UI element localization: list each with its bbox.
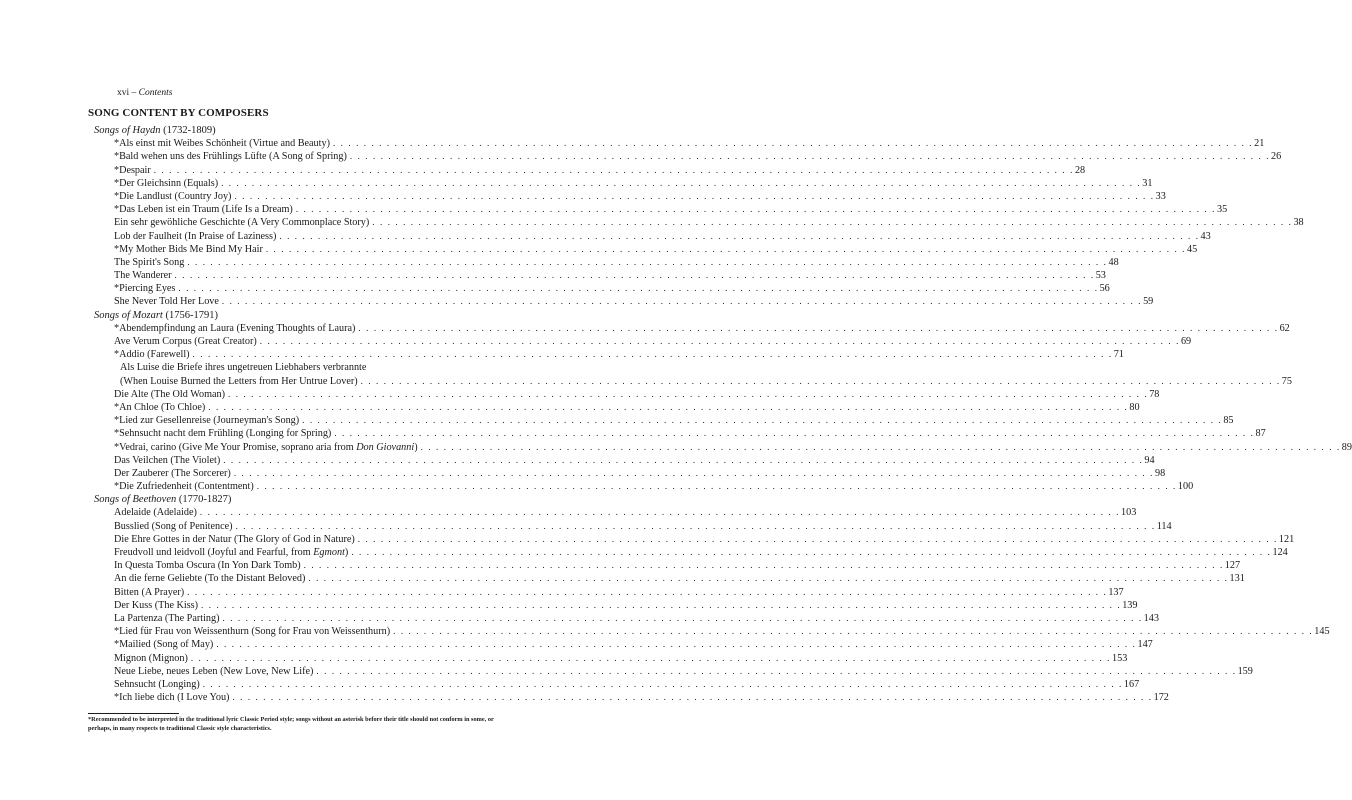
dot-leader: . . . . . . . . . . . . . . . . . . . . . . . . . . . . . . . . . . . . . . . . . . . . . . . . . . . . . . . . . . . . . . . . . . . . . . . . . . . . . . . . . . . . . . . . . . . . . . . . . . . . . . . . . . . . . . . . . . . . . . . . bbox=[199, 507, 1121, 518]
song-title-text: Adelaide (Adelaide) bbox=[114, 507, 197, 519]
dot-leader: . . . . . . . . . . . . . . . . . . . . . . . . . . . . . . . . . . . . . . . . . . . . . . . . . . . . . . . . . . . . . . . . . . . . . . . . . . . . . . . . . . . . . . . . . . . . . . . . . . . . . . . . . . . . . . . . . . . . . . . . bbox=[351, 547, 1272, 557]
song-title-text: Freudvoll und leidvoll (Joyful and Fearful, from bbox=[114, 547, 314, 558]
toc-entry bbox=[94, 480, 1194, 493]
page-number: 114 bbox=[1156, 520, 1172, 532]
toc-entry bbox=[94, 678, 1140, 691]
dot-leader: . . . . . . . . . . . . . . . . . . . . . . . . . . . . . . . . . . . . . . . . . . . . . . . . . . . . . . . . . . . . . . . . . . . . . . . . . . . . . . . . . . . . . . . . . . . . . . . . . . . . . . . . . . . . . . . . . . . . . . . . bbox=[228, 388, 1149, 399]
dot-leader: . . . . . . . . . . . . . . . . . . . . . . . . . . . . . . . . . . . . . . . . . . . . . . . . . . . . . . . . . . . . . . . . . . . . . . . . . . . . . . . . . . . . . . . . . . . . . . . . . . . . . . . . . . . . . . . . . . . . . . . . bbox=[221, 296, 1143, 307]
toc-entry bbox=[94, 599, 1138, 612]
composer-name: Songs of Mozart bbox=[94, 309, 163, 321]
song-title-text: Als Luise die Briefe ihres ungetreuen Liebhabers verbrannte bbox=[120, 362, 367, 374]
song-title-text: Abendempfindung an Laura (Evening Thoughts of Laura) bbox=[119, 322, 356, 334]
toc-entry bbox=[94, 164, 1086, 177]
composer-heading bbox=[94, 309, 494, 322]
toc-entry bbox=[94, 586, 1124, 599]
toc-entry bbox=[94, 652, 1128, 665]
page-number: 100 bbox=[1177, 481, 1194, 493]
song-title bbox=[114, 559, 301, 572]
toc-entry bbox=[94, 441, 1352, 454]
song-title-text: Lied zur Gesellenreise (Journeyman's Song) bbox=[119, 415, 300, 427]
toc-entry bbox=[94, 665, 1253, 678]
song-title-text: Busslied (Song of Penitence) bbox=[114, 520, 233, 532]
song-title-text: Neue Liebe, neues Leben (New Love, New Life) bbox=[114, 665, 314, 677]
page-number: 131 bbox=[1229, 573, 1245, 585]
asterisk-mark: * bbox=[114, 243, 120, 255]
song-title bbox=[120, 375, 358, 388]
asterisk-mark: * bbox=[114, 164, 120, 176]
page-number: 121 bbox=[1278, 533, 1295, 545]
dot-leader: . . . . . . . . . . . . . . . . . . . . . . . . . . . . . . . . . . . . . . . . . . . . . . . . . . . . . . . . . . . . . . . . . . . . . . . . . . . . . . . . . . . . . . . . . . . . . . . . . . . . . . . . . . . . . . . . . . . . . . . . bbox=[332, 138, 1254, 149]
page-number: 153 bbox=[1112, 652, 1128, 664]
dot-leader: . . . . . . . . . . . . . . . . . . . . . . . . . . . . . . . . . . . . . . . . . . . . . . . . . . . . . . . . . . . . . . . . . . . . . . . . . . . . . . . . . . . . . . . . . . . . . . . . . . . . . . . . . . . . . . . . . . . . . . . . bbox=[334, 428, 1255, 439]
dot-leader: . . . . . . . . . . . . . . . . . . . . . . . . . . . . . . . . . . . . . . . . . . . . . . . . . . . . . . . . . . . . . . . . . . . . . . . . . . . . . . . . . . . . . . . . . . . . . . . . . . . . . . . . . . . . . . . . . . . . . . . . bbox=[316, 665, 1237, 676]
page-number: 48 bbox=[1108, 256, 1119, 268]
song-title-text: Der Zauberer (The Sorcerer) bbox=[114, 467, 231, 479]
song-title bbox=[114, 572, 305, 585]
song-title bbox=[119, 322, 355, 335]
song-title bbox=[114, 216, 369, 229]
dot-leader: . . . . . . . . . . . . . . . . . . . . . . . . . . . . . . . . . . . . . . . . . . . . . . . . . . . . . . . . . . . . . . . . . . . . . . . . . . . . . . . . . . . . . . . . . . . . . . . . . . . . . . . . . . . . . . . . . . . . . . . . bbox=[178, 283, 1099, 294]
dot-leader: . . . . . . . . . . . . . . . . . . . . . . . . . . . . . . . . . . . . . . . . . . . . . . . . . . . . . . . . . . . . . . . . . . . . . . . . . . . . . . . . . . . . . . . . . . . . . . . . . . . . . . . . . . . . . . . . . . . . . . . . bbox=[202, 678, 1123, 689]
song-title-text: Lob der Faulheit (In Praise of Laziness) bbox=[114, 230, 277, 242]
song-title bbox=[114, 230, 276, 243]
dot-leader: . . . . . . . . . . . . . . . . . . . . . . . . . . . . . . . . . . . . . . . . . . . . . . . . . . . . . . . . . . . . . . . . . . . . . . . . . . . . . . . . . . . . . . . . . . . . . . . . . . . . . . . . . . . . . . . . . . . . . . . . bbox=[303, 560, 1224, 571]
dot-leader: . . . . . . . . . . . . . . . . . . . . . . . . . . . . . . . . . . . . . . . . . . . . . . . . . . . . . . . . . . . . . . . . . . . . . . . . . . . . . . . . . . . . . . . . . . . . . . . . . . . . . . . . . . . . . . . . . . . . . . . . bbox=[357, 533, 1278, 544]
song-title bbox=[119, 282, 175, 295]
song-title bbox=[114, 678, 200, 691]
asterisk-mark: * bbox=[114, 441, 120, 453]
dot-leader: . . . . . . . . . . . . . . . . . . . . . . . . . . . . . . . . . . . . . . . . . . . . . . . . . . . . . . . . . . . . . . . . . . . . . . . . . . . . . . . . . . . . . . . . . . . . . . . . . . . . . . . . . . . . . . . . . . . . . . . . bbox=[308, 573, 1229, 584]
song-title bbox=[114, 388, 225, 401]
dot-leader: . . . . . . . . . . . . . . . . . . . . . . . . . . . . . . . . . . . . . . . . . . . . . . . . . . . . . . . . . . . . . . . . . . . . . . . . . . . . . . . . . . . . . . . . . . . . . . . . . . . . . . . . . . . . . . . . . . . . . . . . bbox=[372, 217, 1293, 228]
page-number: 78 bbox=[1149, 388, 1160, 400]
toc-entry bbox=[94, 203, 1228, 216]
song-title-text: Vedrai, carino (Give Me Your Promise, soprano aria from bbox=[119, 441, 357, 453]
toc-entry bbox=[94, 572, 1245, 585]
song-title bbox=[119, 691, 229, 704]
asterisk-mark: * bbox=[114, 190, 120, 202]
page-number: 56 bbox=[1099, 283, 1110, 295]
song-title-text: Bald wehen uns des Frühlings Lüfte (A Song of Spring) bbox=[119, 151, 347, 163]
song-title-end: ) bbox=[414, 441, 418, 453]
toc-entry bbox=[94, 691, 1169, 704]
toc-entry bbox=[94, 454, 1155, 467]
song-title bbox=[114, 652, 188, 665]
dot-leader: . . . . . . . . . . . . . . . . . . . . . . . . . . . . . . . . . . . . . . . . . . . . . . . . . . . . . . . . . . . . . . . . . . . . . . . . . . . . . . . . . . . . . . . . . . . . . . . . . . . . . . . . . . . . . . . . . . . . . . . . bbox=[223, 454, 1144, 465]
toc-entry bbox=[94, 348, 1124, 361]
toc-entry bbox=[94, 295, 1154, 308]
asterisk-mark: * bbox=[114, 283, 120, 295]
page-number: 143 bbox=[1143, 612, 1159, 624]
page-number: 71 bbox=[1113, 349, 1124, 361]
toc-entry bbox=[94, 216, 1304, 229]
asterisk-mark: * bbox=[114, 401, 120, 413]
song-title-text: Despair bbox=[119, 164, 151, 176]
toc-entry bbox=[94, 243, 1198, 256]
dot-leader: . . . . . . . . . . . . . . . . . . . . . . . . . . . . . . . . . . . . . . . . . . . . . . . . . . . . . . . . . . . . . . . . . . . . . . . . . . . . . . . . . . . . . . . . . . . . . . . . . . . . . . . . . . . . . . . . . . . . . . . . bbox=[349, 151, 1271, 162]
toc-entry bbox=[94, 559, 1241, 572]
dot-leader: . . . . . . . . . . . . . . . . . . . . . . . . . . . . . . . . . . . . . . . . . . . . . . . . . . . . . . . . . . . . . . . . . . . . . . . . . . . . . . . . . . . . . . . . . . . . . . . . . . . . . . . . . . . . . . . . . . . . . . . . bbox=[234, 190, 1155, 201]
composer-years: (1732-1809) bbox=[160, 125, 216, 136]
song-title bbox=[119, 164, 151, 177]
toc-entry bbox=[94, 546, 1288, 559]
song-title-text: An die ferne Geliebte (To the Distant Beloved) bbox=[114, 573, 306, 585]
dot-leader: . . . . . . . . . . . . . . . . . . . . . . . . . . . . . . . . . . . . . . . . . . . . . . . . . . . . . . . . . . . . . . . . . . . . . . . . . . . . . . . . . . . . . . . . . . . . . . . . . . . . . . . . . . . . . . . . . . . . . . . . bbox=[216, 639, 1137, 650]
toc-entry bbox=[94, 520, 1172, 533]
song-title-text: My Mother Bids Me Bind My Hair bbox=[119, 243, 263, 255]
composer-years: (1770-1827) bbox=[176, 494, 232, 506]
composer-name: Songs of Beethoven bbox=[94, 494, 177, 506]
song-title-italic: Don Giovanni bbox=[356, 441, 415, 453]
toc-entry bbox=[94, 388, 1160, 401]
song-title bbox=[119, 638, 213, 651]
dot-leader: . . . . . . . . . . . . . . . . . . . . . . . . . . . . . . . . . . . . . . . . . . . . . . . . . . . . . . . . . . . . . . . . . . . . . . . . . . . . . . . . . . . . . . . . . . . . . . . . . . . . . . . . . . . . . . . . . . . . . . . . bbox=[192, 349, 1113, 360]
page-number: 35 bbox=[1216, 204, 1228, 216]
song-title-text: (When Louise Burned the Letters from Her Untrue Lover) bbox=[120, 375, 358, 387]
asterisk-mark: * bbox=[114, 151, 120, 163]
page-number: 172 bbox=[1153, 692, 1169, 704]
dot-leader: . . . . . . . . . . . . . . . . . . . . . . . . . . . . . . . . . . . . . . . . . . . . . . . . . . . . . . . . . . . . . . . . . . . . . . . . . . . . . . . . . . . . . . . . . . . . . . . . . . . . . . . . . . . . . . . . . . . . . . . . bbox=[295, 204, 1216, 215]
dot-leader: . . . . . . . . . . . . . . . . . . . . . . . . . . . . . . . . . . . . . . . . . . . . . . . . . . . . . . . . . . . . . . . . . . . . . . . . . . . . . . . . . . . . . . . . . . . . . . . . . . . . . . . . . . . . . . . . . . . . . . . . bbox=[420, 441, 1341, 452]
composer-years: (1756-1791) bbox=[162, 309, 218, 321]
asterisk-mark: * bbox=[114, 138, 120, 150]
page-number: 159 bbox=[1237, 665, 1253, 677]
page-number: 124 bbox=[1272, 547, 1288, 558]
running-head bbox=[117, 88, 172, 98]
song-title bbox=[114, 586, 184, 599]
asterisk-mark: * bbox=[114, 204, 120, 216]
composer-heading bbox=[94, 493, 494, 506]
song-title-text: Die Alte (The Old Woman) bbox=[114, 388, 226, 400]
song-title-text: Die Ehre Gottes in der Natur (The Glory of God in Nature) bbox=[114, 533, 355, 545]
toc-entry bbox=[94, 230, 1211, 243]
song-title-end: ) bbox=[344, 547, 349, 558]
song-title-text: Das Veilchen (The Violet) bbox=[114, 454, 221, 466]
dot-leader: . . . . . . . . . . . . . . . . . . . . . . . . . . . . . . . . . . . . . . . . . . . . . . . . . . . . . . . . . . . . . . . . . . . . . . . . . . . . . . . . . . . . . . . . . . . . . . . . . . . . . . . . . . . . . . . . . . . . . . . . bbox=[256, 481, 1177, 492]
dot-leader: . . . . . . . . . . . . . . . . . . . . . . . . . . . . . . . . . . . . . . . . . . . . . . . . . . . . . . . . . . . . . . . . . . . . . . . . . . . . . . . . . . . . . . . . . . . . . . . . . . . . . . . . . . . . . . . . . . . . . . . . bbox=[208, 401, 1129, 412]
footnote: *Recommended to be interpreted in the traditional lyric Classic Period style; songs without an asterisk before their title should not conform in some, or perhaps, in many respects to traditional Classic style characteristics. bbox=[88, 716, 494, 732]
song-title bbox=[119, 427, 331, 440]
dot-leader: . . . . . . . . . . . . . . . . . . . . . . . . . . . . . . . . . . . . . . . . . . . . . . . . . . . . . . . . . . . . . . . . . . . . . . . . . . . . . . . . . . . . . . . . . . . . . . . . . . . . . . . . . . . . . . . . . . . . . . . . bbox=[222, 612, 1143, 623]
song-title bbox=[114, 335, 257, 348]
song-title-text: Ein sehr gewöhliche Geschichte (A Very Commonplace Story) bbox=[114, 217, 370, 229]
song-title-text: La Partenza (The Parting) bbox=[114, 612, 220, 624]
song-title-text: Ave Verum Corpus (Great Creator) bbox=[114, 336, 257, 347]
page-number-prefix: xvi – bbox=[117, 88, 139, 98]
page-number: 45 bbox=[1187, 243, 1198, 255]
song-title bbox=[119, 203, 293, 216]
song-title bbox=[120, 361, 366, 374]
asterisk-mark: * bbox=[114, 177, 120, 189]
page-number: 26 bbox=[1271, 151, 1282, 163]
composer-heading bbox=[94, 124, 494, 137]
page-number: 98 bbox=[1154, 467, 1166, 479]
toc-entry bbox=[94, 269, 1106, 282]
asterisk-mark: * bbox=[114, 349, 120, 361]
toc-entry bbox=[94, 137, 1265, 150]
page-number: 33 bbox=[1155, 190, 1166, 202]
page-number: 62 bbox=[1279, 322, 1290, 334]
song-title-text: Die Landlust (Country Joy) bbox=[119, 190, 232, 202]
song-title-text: Als einst mit Weibes Schönheit (Virtue and Beauty) bbox=[119, 138, 330, 150]
song-title bbox=[114, 665, 313, 678]
page-number: 28 bbox=[1074, 164, 1086, 176]
page-number: 87 bbox=[1255, 428, 1266, 440]
song-title-text: Sehnsucht nacht dem Frühling (Longing for Spring) bbox=[119, 428, 332, 440]
dot-leader: . . . . . . . . . . . . . . . . . . . . . . . . . . . . . . . . . . . . . . . . . . . . . . . . . . . . . . . . . . . . . . . . . . . . . . . . . . . . . . . . . . . . . . . . . . . . . . . . . . . . . . . . . . . . . . . . . . . . . . . . bbox=[233, 467, 1154, 478]
dot-leader: . . . . . . . . . . . . . . . . . . . . . . . . . . . . . . . . . . . . . . . . . . . . . . . . . . . . . . . . . . . . . . . . . . . . . . . . . . . . . . . . . . . . . . . . . . . . . . . . . . . . . . . . . . . . . . . . . . . . . . . . bbox=[259, 336, 1180, 346]
song-title bbox=[119, 348, 189, 361]
toc-entry bbox=[94, 612, 1159, 625]
song-title bbox=[119, 150, 347, 163]
page-number: 21 bbox=[1254, 138, 1265, 150]
song-title-text: In Questa Tomba Oscura (In Yon Dark Tomb) bbox=[114, 560, 301, 572]
song-title bbox=[119, 190, 231, 203]
page-number: 137 bbox=[1108, 586, 1124, 598]
page-number: 167 bbox=[1123, 678, 1140, 690]
page-number: 59 bbox=[1143, 296, 1154, 308]
dot-leader: . . . . . . . . . . . . . . . . . . . . . . . . . . . . . . . . . . . . . . . . . . . . . . . . . . . . . . . . . . . . . . . . . . . . . . . . . . . . . . . . . . . . . . . . . . . . . . . . . . . . . . . . . . . . . . . . . . . . . . . . bbox=[153, 164, 1074, 175]
toc-entry bbox=[94, 177, 1153, 190]
song-title bbox=[119, 177, 218, 190]
toc-entry bbox=[94, 506, 1137, 519]
toc-entry bbox=[94, 427, 1266, 440]
dot-leader: . . . . . . . . . . . . . . . . . . . . . . . . . . . . . . . . . . . . . . . . . . . . . . . . . . . . . . . . . . . . . . . . . . . . . . . . . . . . . . . . . . . . . . . . . . . . . . . . . . . . . . . . . . . . . . . . . . . . . . . . bbox=[358, 322, 1279, 333]
asterisk-mark: * bbox=[114, 415, 120, 427]
song-title-text: Ich liebe dich (I Love You) bbox=[119, 692, 230, 704]
page-number: 53 bbox=[1095, 270, 1106, 282]
song-title-italic: Egmont bbox=[313, 547, 345, 558]
toc-entry bbox=[94, 401, 1140, 414]
page-number: 147 bbox=[1137, 639, 1153, 651]
song-title bbox=[114, 533, 355, 546]
song-title-text: Mailied (Song of May) bbox=[119, 639, 214, 651]
page-number: 43 bbox=[1200, 230, 1211, 242]
page-number: 89 bbox=[1341, 441, 1352, 453]
page-number: 85 bbox=[1223, 415, 1234, 427]
song-title-text: The Wanderer bbox=[114, 270, 172, 282]
page-number: 94 bbox=[1144, 454, 1155, 466]
section-title: SONG CONTENT BY COMPOSERS bbox=[88, 107, 269, 119]
dot-leader: . . . . . . . . . . . . . . . . . . . . . . . . . . . . . . . . . . . . . . . . . . . . . . . . . . . . . . . . . . . . . . . . . . . . . . . . . . . . . . . . . . . . . . . . . . . . . . . . . . . . . . . . . . . . . . . . . . . . . . . . bbox=[174, 270, 1095, 281]
toc-entry bbox=[94, 256, 1119, 269]
toc-entry bbox=[94, 190, 1166, 203]
dot-leader: . . . . . . . . . . . . . . . . . . . . . . . . . . . . . . . . . . . . . . . . . . . . . . . . . . . . . . . . . . . . . . . . . . . . . . . . . . . . . . . . . . . . . . . . . . . . . . . . . . . . . . . . . . . . . . . . . . . . . . . . bbox=[360, 375, 1281, 386]
dot-leader: . . . . . . . . . . . . . . . . . . . . . . . . . . . . . . . . . . . . . . . . . . . . . . . . . . . . . . . . . . . . . . . . . . . . . . . . . . . . . . . . . . . . . . . . . . . . . . . . . . . . . . . . . . . . . . . . . . . . . . . . bbox=[265, 243, 1187, 254]
song-title bbox=[114, 269, 172, 282]
dot-leader: . . . . . . . . . . . . . . . . . . . . . . . . . . . . . . . . . . . . . . . . . . . . . . . . . . . . . . . . . . . . . . . . . . . . . . . . . . . . . . . . . . . . . . . . . . . . . . . . . . . . . . . . . . . . . . . . . . . . . . . . bbox=[235, 520, 1156, 531]
toc-entry bbox=[94, 335, 1192, 348]
song-title bbox=[119, 441, 418, 454]
dot-leader: . . . . . . . . . . . . . . . . . . . . . . . . . . . . . . . . . . . . . . . . . . . . . . . . . . . . . . . . . . . . . . . . . . . . . . . . . . . . . . . . . . . . . . . . . . . . . . . . . . . . . . . . . . . . . . . . . . . . . . . . bbox=[393, 626, 1314, 637]
dot-leader: . . . . . . . . . . . . . . . . . . . . . . . . . . . . . . . . . . . . . . . . . . . . . . . . . . . . . . . . . . . . . . . . . . . . . . . . . . . . . . . . . . . . . . . . . . . . . . . . . . . . . . . . . . . . . . . . . . . . . . . . bbox=[279, 230, 1200, 241]
page-number: 69 bbox=[1180, 336, 1192, 347]
song-title bbox=[114, 295, 219, 308]
toc-entry bbox=[94, 322, 1290, 335]
dot-leader: . . . . . . . . . . . . . . . . . . . . . . . . . . . . . . . . . . . . . . . . . . . . . . . . . . . . . . . . . . . . . . . . . . . . . . . . . . . . . . . . . . . . . . . . . . . . . . . . . . . . . . . . . . . . . . . . . . . . . . . . bbox=[221, 177, 1142, 188]
song-title-text: Die Zufriedenheit (Contentment) bbox=[119, 481, 254, 493]
page-number: 145 bbox=[1314, 626, 1330, 638]
toc-entry bbox=[94, 282, 1110, 295]
song-title bbox=[119, 625, 390, 638]
song-title bbox=[114, 520, 233, 533]
song-title bbox=[119, 414, 299, 427]
song-title-text: Der Gleichsinn (Equals) bbox=[119, 177, 219, 189]
asterisk-mark: * bbox=[114, 626, 120, 638]
song-title-text: Der Kuss (The Kiss) bbox=[114, 599, 199, 611]
song-title bbox=[119, 137, 330, 150]
dot-leader: . . . . . . . . . . . . . . . . . . . . . . . . . . . . . . . . . . . . . . . . . . . . . . . . . . . . . . . . . . . . . . . . . . . . . . . . . . . . . . . . . . . . . . . . . . . . . . . . . . . . . . . . . . . . . . . . . . . . . . . . bbox=[302, 415, 1223, 426]
song-title-text: Piercing Eyes bbox=[119, 283, 176, 295]
song-title-text: Addio (Farewell) bbox=[119, 349, 190, 361]
dot-leader: . . . . . . . . . . . . . . . . . . . . . . . . . . . . . . . . . . . . . . . . . . . . . . . . . . . . . . . . . . . . . . . . . . . . . . . . . . . . . . . . . . . . . . . . . . . . . . . . . . . . . . . . . . . . . . . . . . . . . . . . bbox=[187, 586, 1108, 597]
page-number: 31 bbox=[1142, 177, 1153, 189]
song-title-text: Mignon (Mignon) bbox=[114, 652, 188, 664]
dot-leader: . . . . . . . . . . . . . . . . . . . . . . . . . . . . . . . . . . . . . . . . . . . . . . . . . . . . . . . . . . . . . . . . . . . . . . . . . . . . . . . . . . . . . . . . . . . . . . . . . . . . . . . . . . . . . . . . . . . . . . . . bbox=[201, 599, 1122, 610]
toc-entry bbox=[94, 414, 1234, 427]
song-title-text: Bitten (A Prayer) bbox=[114, 586, 185, 598]
asterisk-mark: * bbox=[114, 481, 120, 493]
song-title bbox=[114, 506, 197, 519]
page-number: 38 bbox=[1293, 217, 1304, 229]
asterisk-mark: * bbox=[114, 428, 120, 440]
page-number: 103 bbox=[1121, 507, 1137, 519]
song-title-text: An Chloe (To Chloe) bbox=[119, 401, 206, 413]
toc-entry bbox=[94, 638, 1153, 651]
song-title bbox=[114, 546, 348, 559]
asterisk-mark: * bbox=[114, 322, 120, 334]
running-head-label: Contents bbox=[138, 88, 173, 98]
song-title bbox=[114, 467, 231, 480]
song-title bbox=[119, 480, 254, 493]
toc-entry bbox=[94, 375, 1292, 388]
toc-entry bbox=[94, 150, 1282, 163]
song-title bbox=[119, 243, 263, 256]
song-title-text: Lied für Frau von Weissenthurn (Song for Frau von Weissenthurn) bbox=[119, 626, 391, 638]
song-title-text: She Never Told Her Love bbox=[114, 296, 219, 308]
song-title bbox=[114, 612, 220, 625]
page-number: 127 bbox=[1224, 560, 1241, 572]
toc-entry bbox=[94, 467, 1166, 480]
song-title bbox=[119, 401, 205, 414]
toc-entry bbox=[94, 533, 1295, 546]
dot-leader: . . . . . . . . . . . . . . . . . . . . . . . . . . . . . . . . . . . . . . . . . . . . . . . . . . . . . . . . . . . . . . . . . . . . . . . . . . . . . . . . . . . . . . . . . . . . . . . . . . . . . . . . . . . . . . . . . . . . . . . . bbox=[187, 256, 1108, 267]
footnote-rule bbox=[88, 713, 179, 714]
song-title bbox=[114, 256, 184, 269]
asterisk-mark: * bbox=[114, 692, 120, 704]
dot-leader: . . . . . . . . . . . . . . . . . . . . . . . . . . . . . . . . . . . . . . . . . . . . . . . . . . . . . . . . . . . . . . . . . . . . . . . . . . . . . . . . . . . . . . . . . . . . . . . . . . . . . . . . . . . . . . . . . . . . . . . . bbox=[232, 692, 1153, 703]
asterisk-mark: * bbox=[114, 639, 120, 651]
composer-name: Songs of Haydn bbox=[94, 125, 161, 136]
song-title-text: Sehnsucht (Longing) bbox=[114, 678, 200, 690]
table-of-contents bbox=[94, 124, 1352, 704]
page-number: 80 bbox=[1129, 401, 1140, 413]
dot-leader: . . . . . . . . . . . . . . . . . . . . . . . . . . . . . . . . . . . . . . . . . . . . . . . . . . . . . . . . . . . . . . . . . . . . . . . . . . . . . . . . . . . . . . . . . . . . . . . . . . . . . . . . . . . . . . . . . . . . . . . . bbox=[190, 652, 1112, 663]
song-title-text: The Spirit's Song bbox=[114, 256, 185, 268]
page-number: 75 bbox=[1281, 375, 1292, 387]
song-title-text: Das Leben ist ein Traum (Life Is a Dream) bbox=[119, 204, 293, 216]
song-title bbox=[114, 599, 198, 612]
page-number: 139 bbox=[1122, 599, 1138, 611]
toc-entry bbox=[94, 625, 1330, 638]
toc-entry bbox=[94, 361, 494, 374]
song-title bbox=[114, 454, 220, 467]
